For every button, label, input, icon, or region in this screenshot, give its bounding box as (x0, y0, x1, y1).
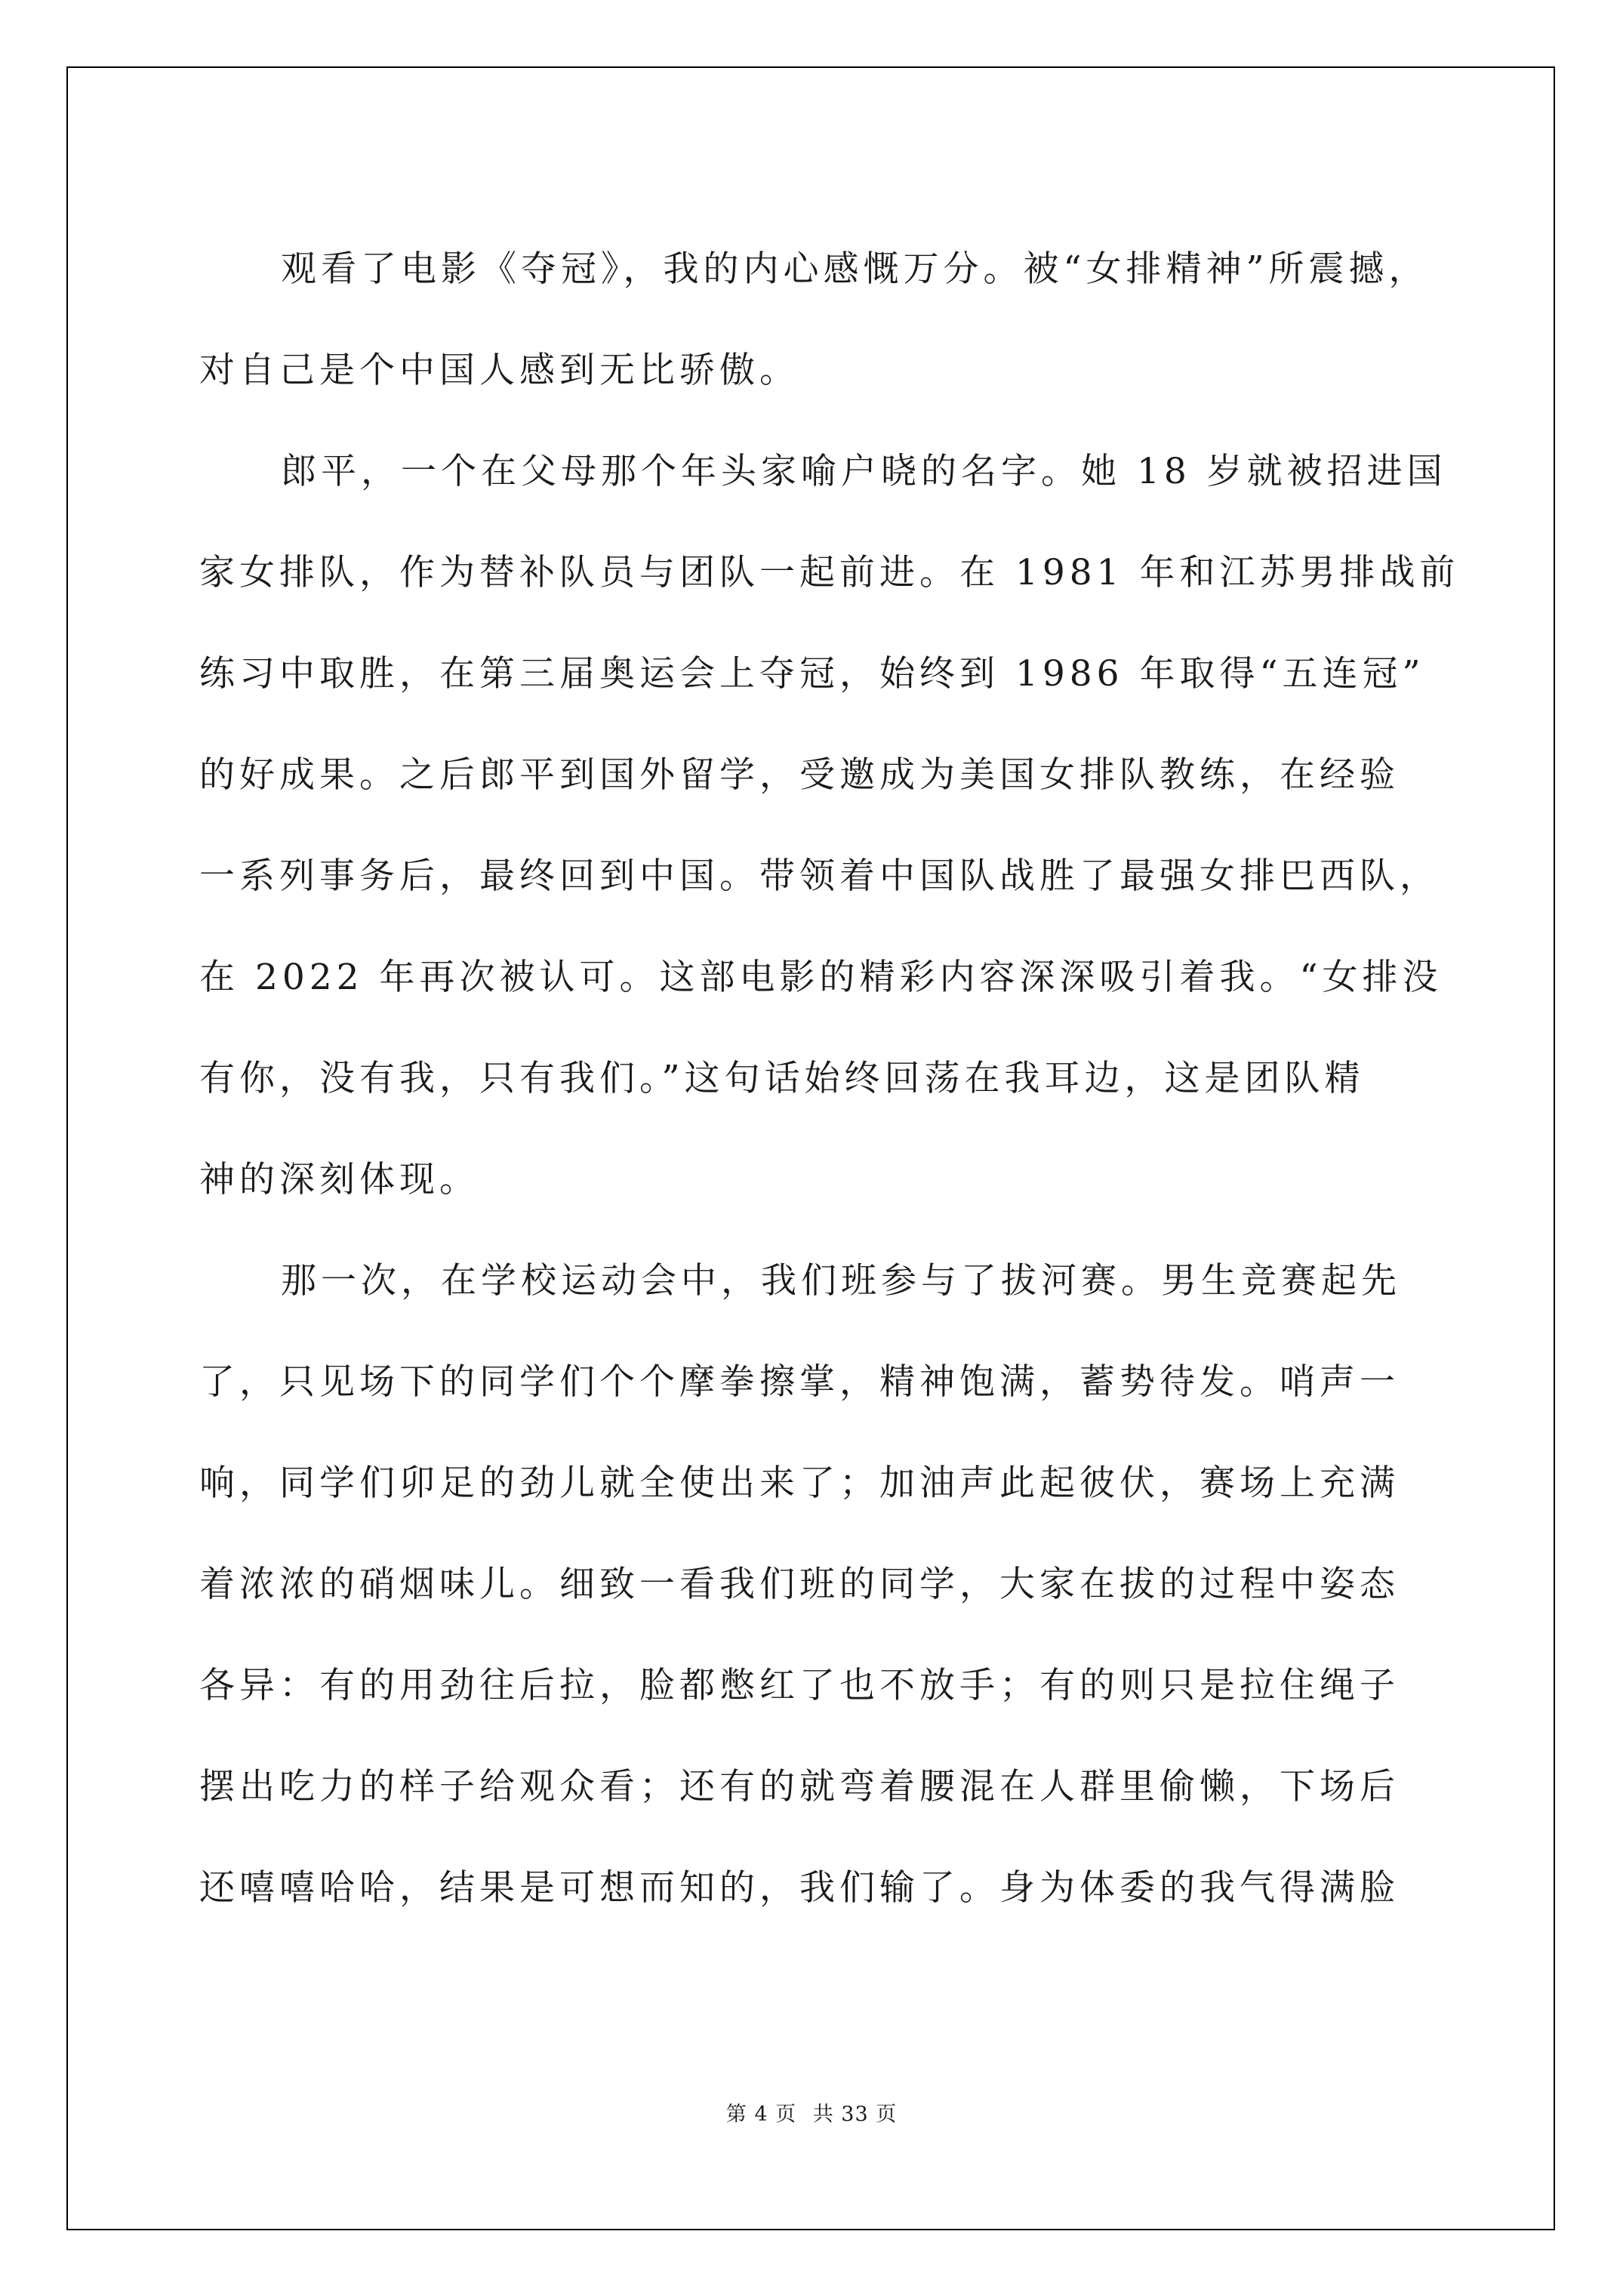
text-line: 有你，没有我，只有我们。”这句话始终回荡在我耳边，这是团队精 (199, 1058, 1365, 1099)
text-line: 响，同学们卯足的劲儿就全使出来了；加油声此起彼伏，赛场上充满 (199, 1462, 1400, 1504)
paragraph-3 (199, 1231, 1437, 1939)
text-line: 对自己是个中国人感到无比骄傲。 (199, 350, 799, 391)
text-line: 了，只见场下的同学们个个摩拳擦掌，精神饱满，蓄势待发。哨声一 (199, 1361, 1400, 1403)
text-line: 在 2022 年再次被认可。这部电影的精彩内容深深吸引着我。“女排没 (199, 957, 1443, 998)
paragraph-1 (199, 219, 1437, 421)
text-line: 的好成果。之后郎平到国外留学，受邀成为美国女排队教练，在经验 (199, 754, 1400, 796)
page-total: 共 33 页 (812, 2103, 898, 2126)
text-line: 各异：有的用劲往后拉，脸都憋红了也不放手；有的则只是拉住绳子 (199, 1665, 1400, 1706)
text-line: 还嘻嘻哈哈，结果是可想而知的，我们输了。身为体委的我气得满脸 (199, 1867, 1400, 1909)
paragraph-2 (199, 421, 1460, 1231)
text-line: 练习中取胜，在第三届奥运会上夺冠，始终到 1986 年取得“五连冠” (199, 653, 1425, 695)
text-line: 那一次，在学校运动会中，我们班参与了拔河赛。男生竞赛起先 (281, 1260, 1401, 1302)
text-line: 神的深刻体现。 (199, 1159, 479, 1200)
page-footer (0, 2097, 1623, 2127)
text-line: 摆出吃力的样子给观众看；还有的就弯着腰混在人群里偷懒，下场后 (199, 1766, 1400, 1808)
document-body (199, 219, 1460, 1939)
text-line: 家女排队，作为替补队员与团队一起前进。在 1981 年和江苏男排战前 (199, 552, 1460, 593)
text-line: 观看了电影《夺冠》，我的内心感慨万分。被“女排精神”所震撼， (281, 248, 1429, 290)
text-line: 郎平，一个在父母那个年头家喻户晓的名字。她 18 岁就被招进国 (281, 451, 1447, 492)
text-line: 着浓浓的硝烟味儿。细致一看我们班的同学，大家在拔的过程中姿态 (199, 1564, 1400, 1605)
page-number: 第 4 页 (725, 2103, 797, 2126)
text-line: 一系列事务后，最终回到中国。带领着中国队战胜了最强女排巴西队， (199, 855, 1440, 897)
